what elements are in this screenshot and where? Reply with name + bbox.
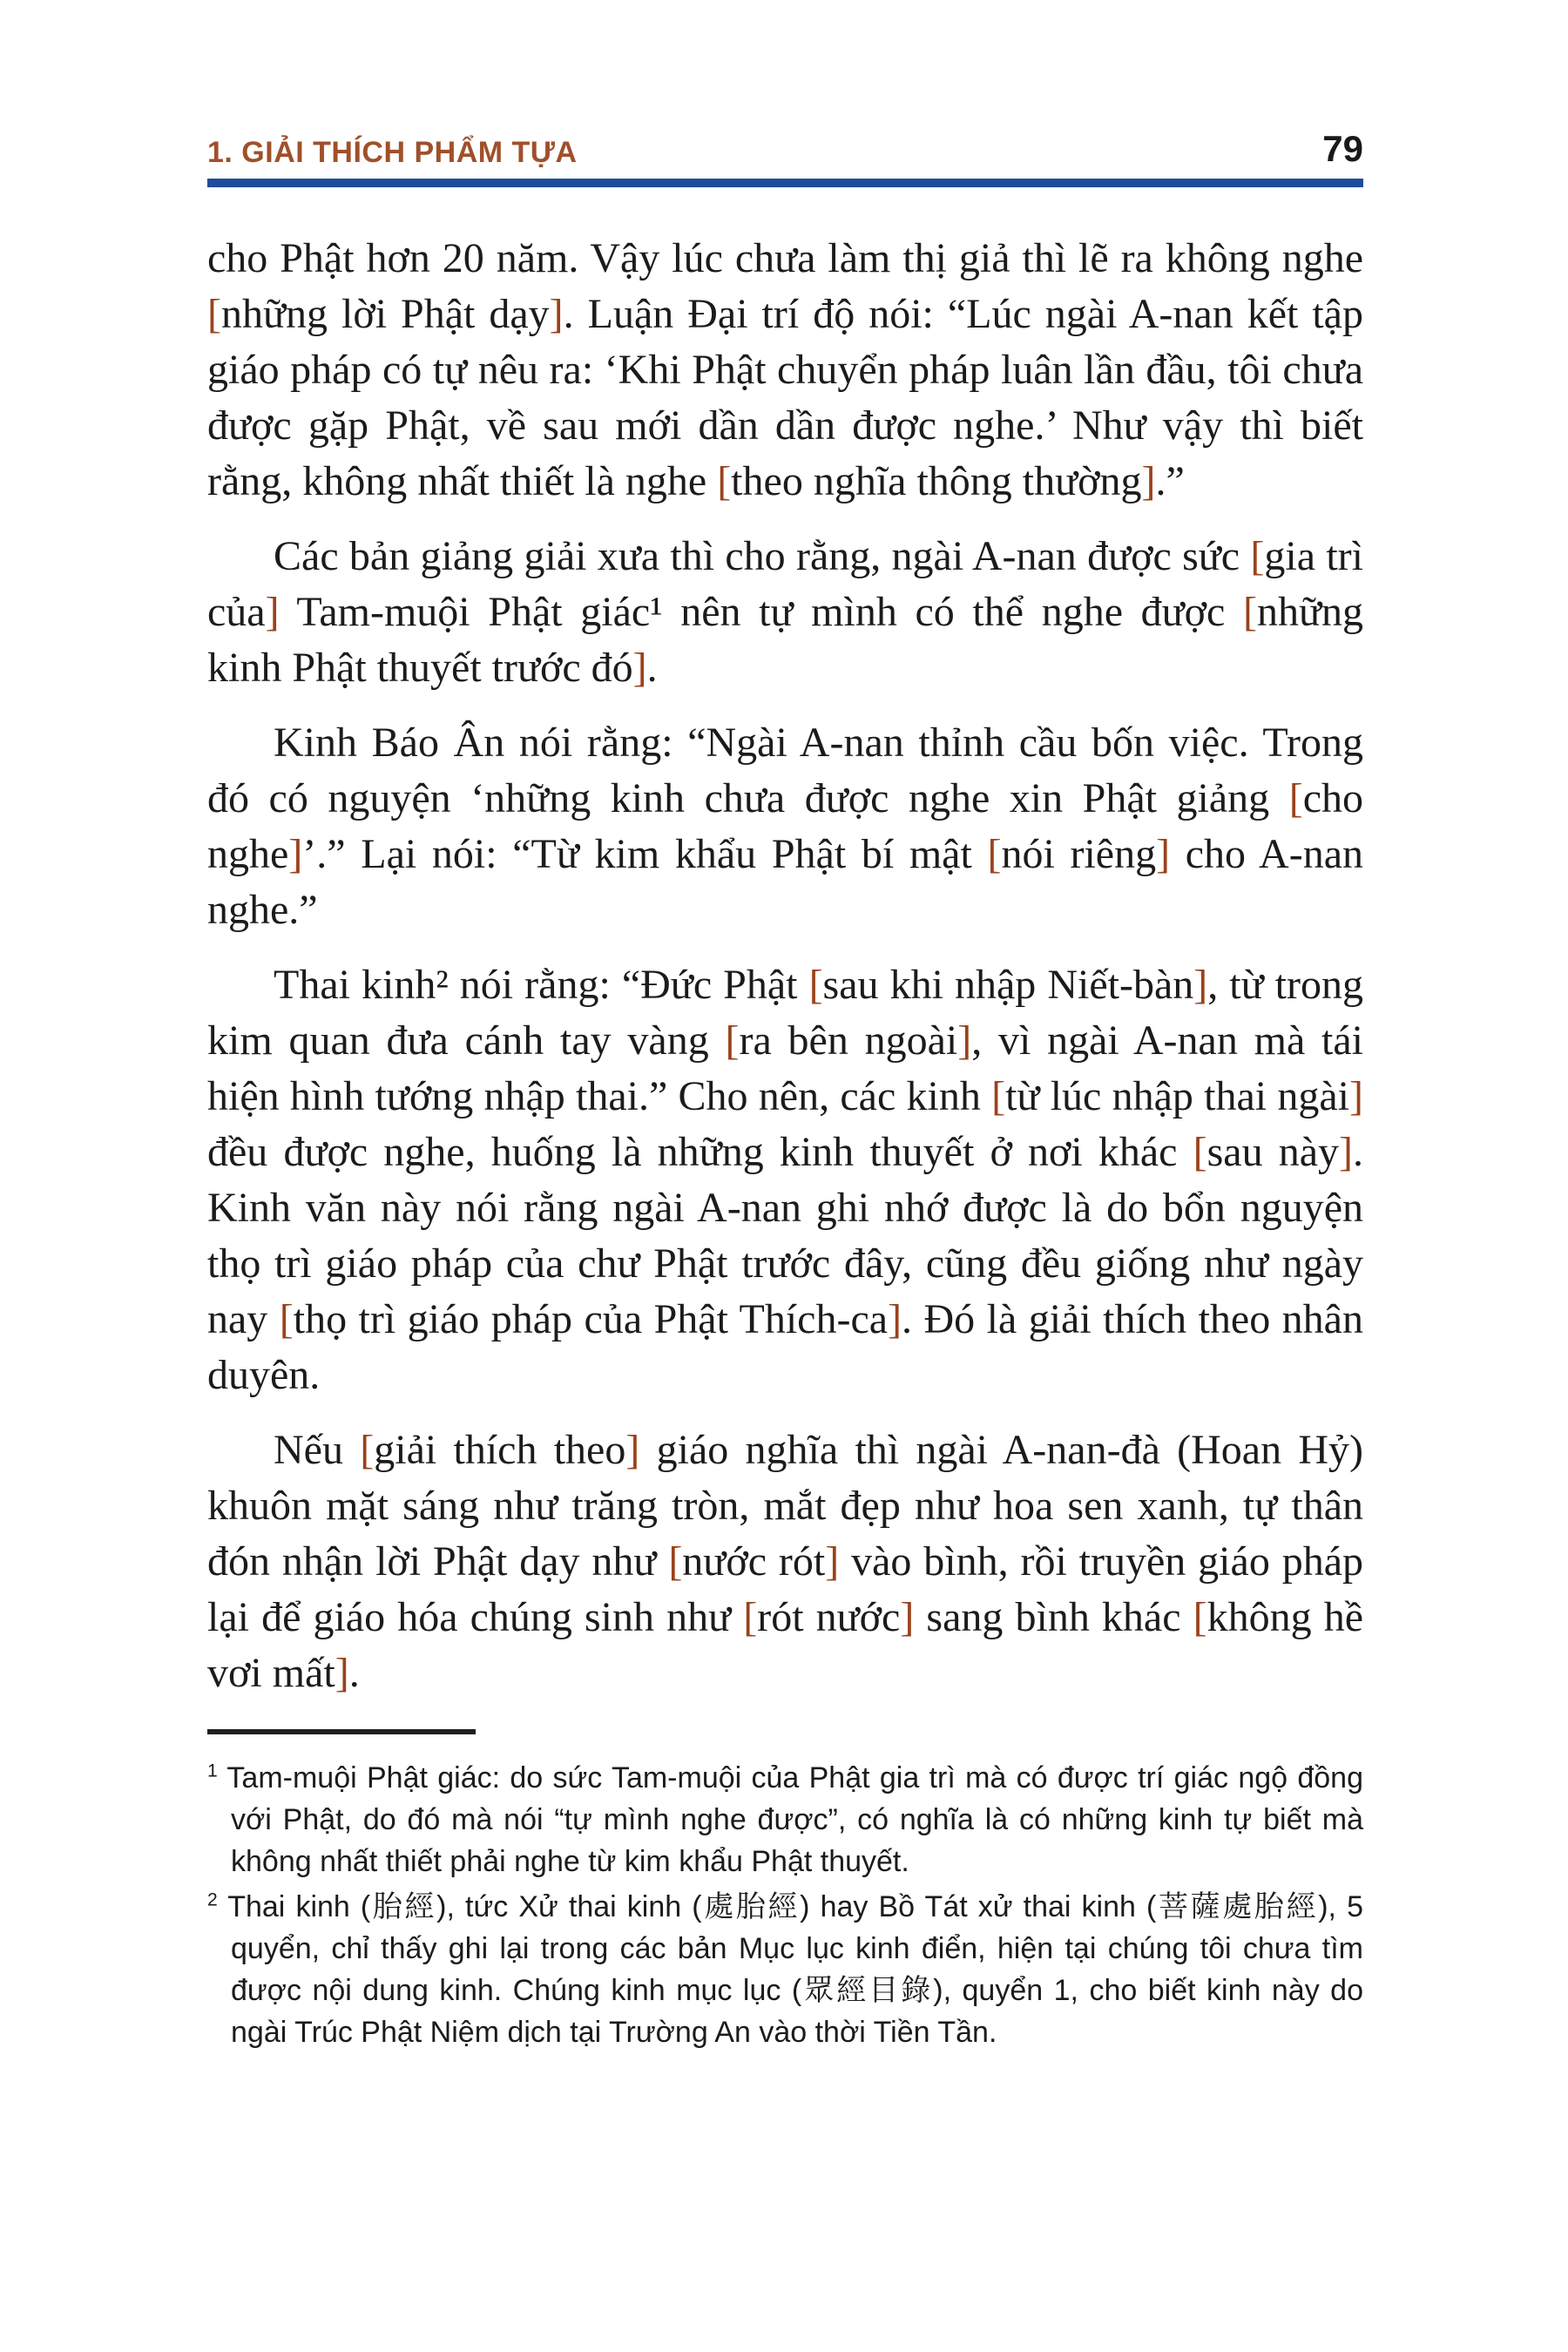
bracket-close: ] — [549, 291, 564, 337]
footnote-marker: 1 — [207, 1761, 218, 1781]
bracket-open: [ — [1250, 533, 1265, 579]
header-rule — [207, 179, 1363, 187]
bracket-open: [ — [991, 1073, 1006, 1119]
bracket-open: [ — [1243, 589, 1257, 635]
bracket-close: ] — [1156, 831, 1171, 877]
bracket-close: ] — [900, 1594, 915, 1640]
footnote-separator — [207, 1729, 476, 1734]
bracket-open: [ — [360, 1427, 375, 1473]
bracket-open: [ — [987, 831, 1002, 877]
bracket-close: ] — [625, 1427, 640, 1473]
footnote-list — [207, 1757, 1363, 2053]
paragraph: Nếu [giải thích theo] giáo nghĩa thì ngài A-nan-đà (Hoan Hỷ) khuôn mặt sáng như trăng tròn, mắt đẹp như hoa sen xanh, tự thân đón nhận lời Phật dạy như [nước rót] vào bình, rồi truyền giáo pháp lại để giáo hóa chúng sinh như [rót nước] sang bình khác [không hề vơi mất]. — [207, 1427, 1364, 1696]
page-content — [207, 128, 1364, 2053]
paragraph: Kinh Báo Ân nói rằng: “Ngài A-nan thỉnh cầu bốn việc. Trong đó có nguyện ‘những kinh chưa được nghe xin Phật giảng [cho nghe]’.” Lại nói: “Từ kim khẩu Phật bí mật [nói riêng] cho A-nan nghe.” — [207, 720, 1363, 933]
bracket-close: ] — [335, 1650, 349, 1696]
page-number: 79 — [1322, 128, 1363, 169]
bracket-open: [ — [207, 291, 221, 337]
paragraph: cho Phật hơn 20 năm. Vậy lúc chưa làm thị giả thì lẽ ra không nghe [những lời Phật dạy]. Luận Đại trí độ nói: “Lúc ngài A-nan kết tập giáo pháp có tự nêu ra: ‘Khi Phật chuyển pháp luân lần đầu, tôi chưa được gặp Phật, về sau mới dần dần được nghe.’ Như vậy thì biết rằng, không nhất thiết là nghe [theo nghĩa thông thường].” — [207, 235, 1363, 504]
bracket-close: ] — [288, 831, 303, 877]
bracket-open: [ — [725, 1017, 740, 1064]
bracket-open: [ — [668, 1538, 683, 1585]
running-header — [207, 128, 1363, 169]
bracket-open: [ — [743, 1594, 758, 1640]
bracket-open: [ — [717, 458, 732, 504]
section-title: 1. GIẢI THÍCH PHẨM TỰA — [207, 136, 578, 169]
bracket-open: [ — [808, 962, 823, 1008]
bracket-close: ] — [265, 589, 280, 635]
bracket-close: ] — [957, 1017, 972, 1064]
footnote-item: $^1$ Tam-muội Phật giác: do sức Tam-muội của Phật gia trì mà có được trí giác ngộ đồng với Phật, do đó mà nói “tự mình nghe được”, có nghĩa là có những kinh tự biết mà không nhất thiết phải nghe từ kim khẩu Phật thuyết. — [207, 1761, 1363, 1878]
bracket-close: ] — [1141, 458, 1156, 504]
bracket-open: [ — [279, 1296, 294, 1342]
bracket-close: ] — [1339, 1129, 1353, 1175]
bracket-open: [ — [1193, 1129, 1207, 1175]
bracket-close: ] — [825, 1538, 840, 1585]
footnote-marker: 2 — [207, 1889, 218, 1910]
bracket-close: ] — [632, 645, 647, 691]
footnote-item: $^2$ Thai kinh (胎經), tức Xử thai kinh (處胎經) hay Bồ Tát xử thai kinh (菩薩處胎經), 5 quyển, chỉ thấy ghi lại trong các bản Mục lục kinh điển, hiện tại chúng tôi chưa tìm được nội dung kinh. Chúng kinh mục lục (眾經目錄), quyển 1, cho biết kinh này do ngài Trúc Phật Niệm dịch tại Trường An vào thời Tiền Tần. — [207, 1889, 1363, 2049]
bracket-close: ] — [1193, 962, 1208, 1008]
bracket-close: ] — [1349, 1073, 1363, 1119]
body-text — [207, 231, 1363, 1701]
paragraph: Thai kinh² nói rằng: “Đức Phật [sau khi nhập Niết-bàn], từ trong kim quan đưa cánh tay vàng [ra bên ngoài], vì ngài A-nan mà tái hiện hình tướng nhập thai.” Cho nên, các kinh [từ lúc nhập thai ngài] đều được nghe, huống là những kinh thuyết ở nơi khác [sau này]. Kinh văn này nói rằng ngài A-nan ghi nhớ được là do bổn nguyện thọ trì giáo pháp của chư Phật trước đây, cũng đều giống như ngày nay [thọ trì giáo pháp của Phật Thích-ca]. Đó là giải thích theo nhân duyên. — [207, 962, 1363, 1398]
bracket-open: [ — [1193, 1594, 1207, 1640]
bracket-open: [ — [1288, 775, 1303, 821]
paragraph: Các bản giảng giải xưa thì cho rằng, ngài A-nan được sức [gia trì của] Tam-muội Phật giác¹ nên tự mình có thể nghe được [những kinh Phật thuyết trước đó]. — [207, 533, 1364, 691]
bracket-close: ] — [888, 1296, 902, 1342]
footnote-area — [207, 1729, 1363, 2053]
